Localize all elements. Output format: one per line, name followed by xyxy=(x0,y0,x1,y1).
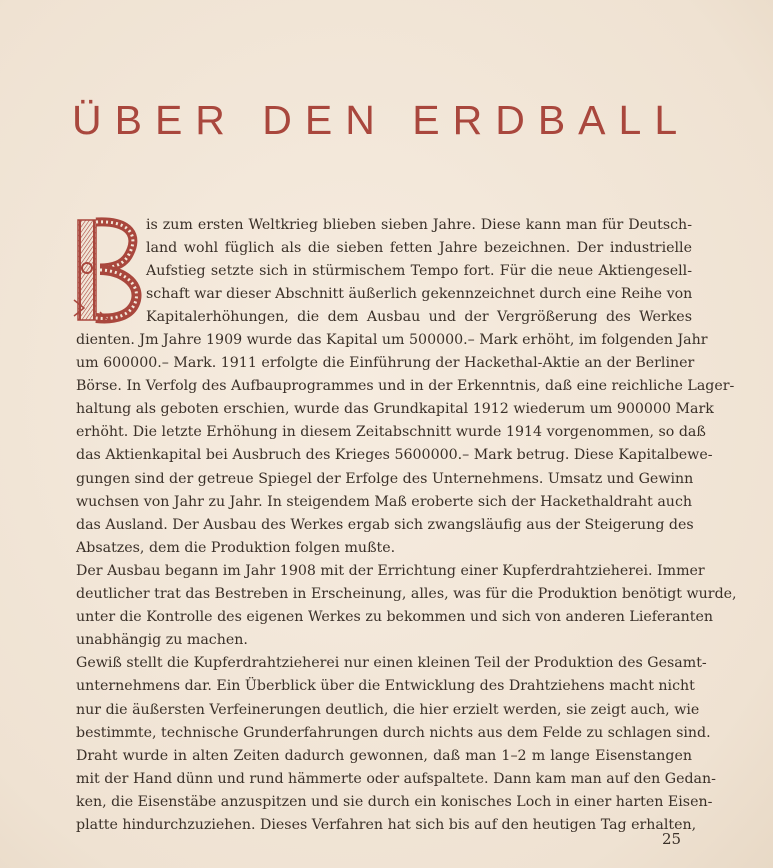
text-line: Kapitalerhöhungen, die dem Ausbau und der Vergrößerung des Werkes xyxy=(146,309,692,326)
text-line: bestimmte, technische Grunderfahrungen durch nichts aus dem Felde zu schlagen sind. xyxy=(76,724,711,741)
text-line: Draht wurde in alten Zeiten dadurch gewonnen, daß man 1–2 m lange Eisenstangen xyxy=(76,747,692,764)
text-line: Der Ausbau begann im Jahr 1908 mit der Errichtung einer Kupferdrahtzieherei. Immer xyxy=(76,562,705,579)
paragraph-1-continued xyxy=(76,329,735,560)
paragraph-2 xyxy=(76,560,737,652)
text-line: land wohl füglich als die sieben fetten Jahre bezeichnen. Der industrielle xyxy=(146,240,692,257)
text-line: nur die äußersten Verfeinerungen deutlich, die hier erzielt werden, sie zeigt auch, wie xyxy=(76,701,700,718)
decorative-dropcap-b xyxy=(70,216,142,324)
first-paragraph-opening xyxy=(76,214,692,329)
text-line: Gewiß stellt die Kupferdrahtzieherei nur einen kleinen Teil der Produktion des Gesamt- xyxy=(76,655,707,672)
text-line: gungen sind der getreue Spiegel der Erfolge des Unternehmens. Umsatz und Gewinn xyxy=(76,470,694,487)
text-line: dienten. Jm Jahre 1909 wurde das Kapital um 500000.– Mark erhöht, im folgenden Jahr xyxy=(76,332,708,348)
text-line: unternehmens dar. Ein Überblick über die Entwicklung des Drahtziehens macht nicht xyxy=(76,678,695,695)
chapter-heading: ÜBER DEN ERDBALL xyxy=(72,97,691,143)
text-line: Aufstieg setzte sich in stürmischem Tempo fort. Für die neue Aktiengesell- xyxy=(146,263,692,280)
text-line: wuchsen von Jahr zu Jahr. In steigendem Maß eroberte sich der Hackethaldraht auch xyxy=(76,493,693,510)
body-text xyxy=(76,214,737,837)
text-line: is zum ersten Weltkrieg blieben sieben Jahre. Diese kann man für Deutsch- xyxy=(146,217,692,233)
text-line: Börse. In Verfolg des Aufbauprogrammes und in der Erkenntnis, daß eine reichliche Lager- xyxy=(76,378,735,395)
text-line: platte hindurchzuziehen. Dieses Verfahren hat sich bis auf den heutigen Tag erhalten, xyxy=(76,816,697,833)
text-line: erhöht. Die letzte Erhöhung in diesem Zeitabschnitt wurde 1914 vorgenommen, so daß xyxy=(76,424,706,441)
text-line: schaft war dieser Abschnitt äußerlich gekennzeichnet durch eine Reihe von xyxy=(146,286,693,303)
text-line: um 600000.– Mark. 1911 erfolgte die Einführung der Hackethal-Aktie an der Berliner xyxy=(76,355,695,372)
text-line: haltung als geboten erschien, wurde das Grundkapital 1912 wiederum um 900000 Mark xyxy=(76,401,714,418)
text-line: deutlicher trat das Bestreben in Erscheinung, alles, was für die Produktion benötigt wurde, xyxy=(76,586,737,603)
text-line: ken, die Eisenstäbe anzuspitzen und sie durch ein konisches Loch in einer harten Eisen- xyxy=(76,793,713,810)
text-line: das Aktienkapital bei Ausbruch des Krieges 5600000.– Mark betrug. Diese Kapitalbewe- xyxy=(76,447,713,464)
text-line: das Ausland. Der Ausbau des Werkes ergab sich zwangsläufig aus der Steigerung des xyxy=(76,516,694,533)
text-line: mit der Hand dünn und rund hämmerte oder aufspaltete. Dann kam man auf den Gedan- xyxy=(76,770,716,787)
text-line: unabhängig zu machen. xyxy=(76,632,248,649)
text-line: unter die Kontrolle des eigenen Werkes zu bekommen und sich von anderen Lieferanten xyxy=(76,609,714,626)
paragraph-3 xyxy=(76,652,716,837)
text-line: Absatzes, dem die Produktion folgen mußte. xyxy=(76,539,396,556)
page-number: 25 xyxy=(662,830,682,848)
